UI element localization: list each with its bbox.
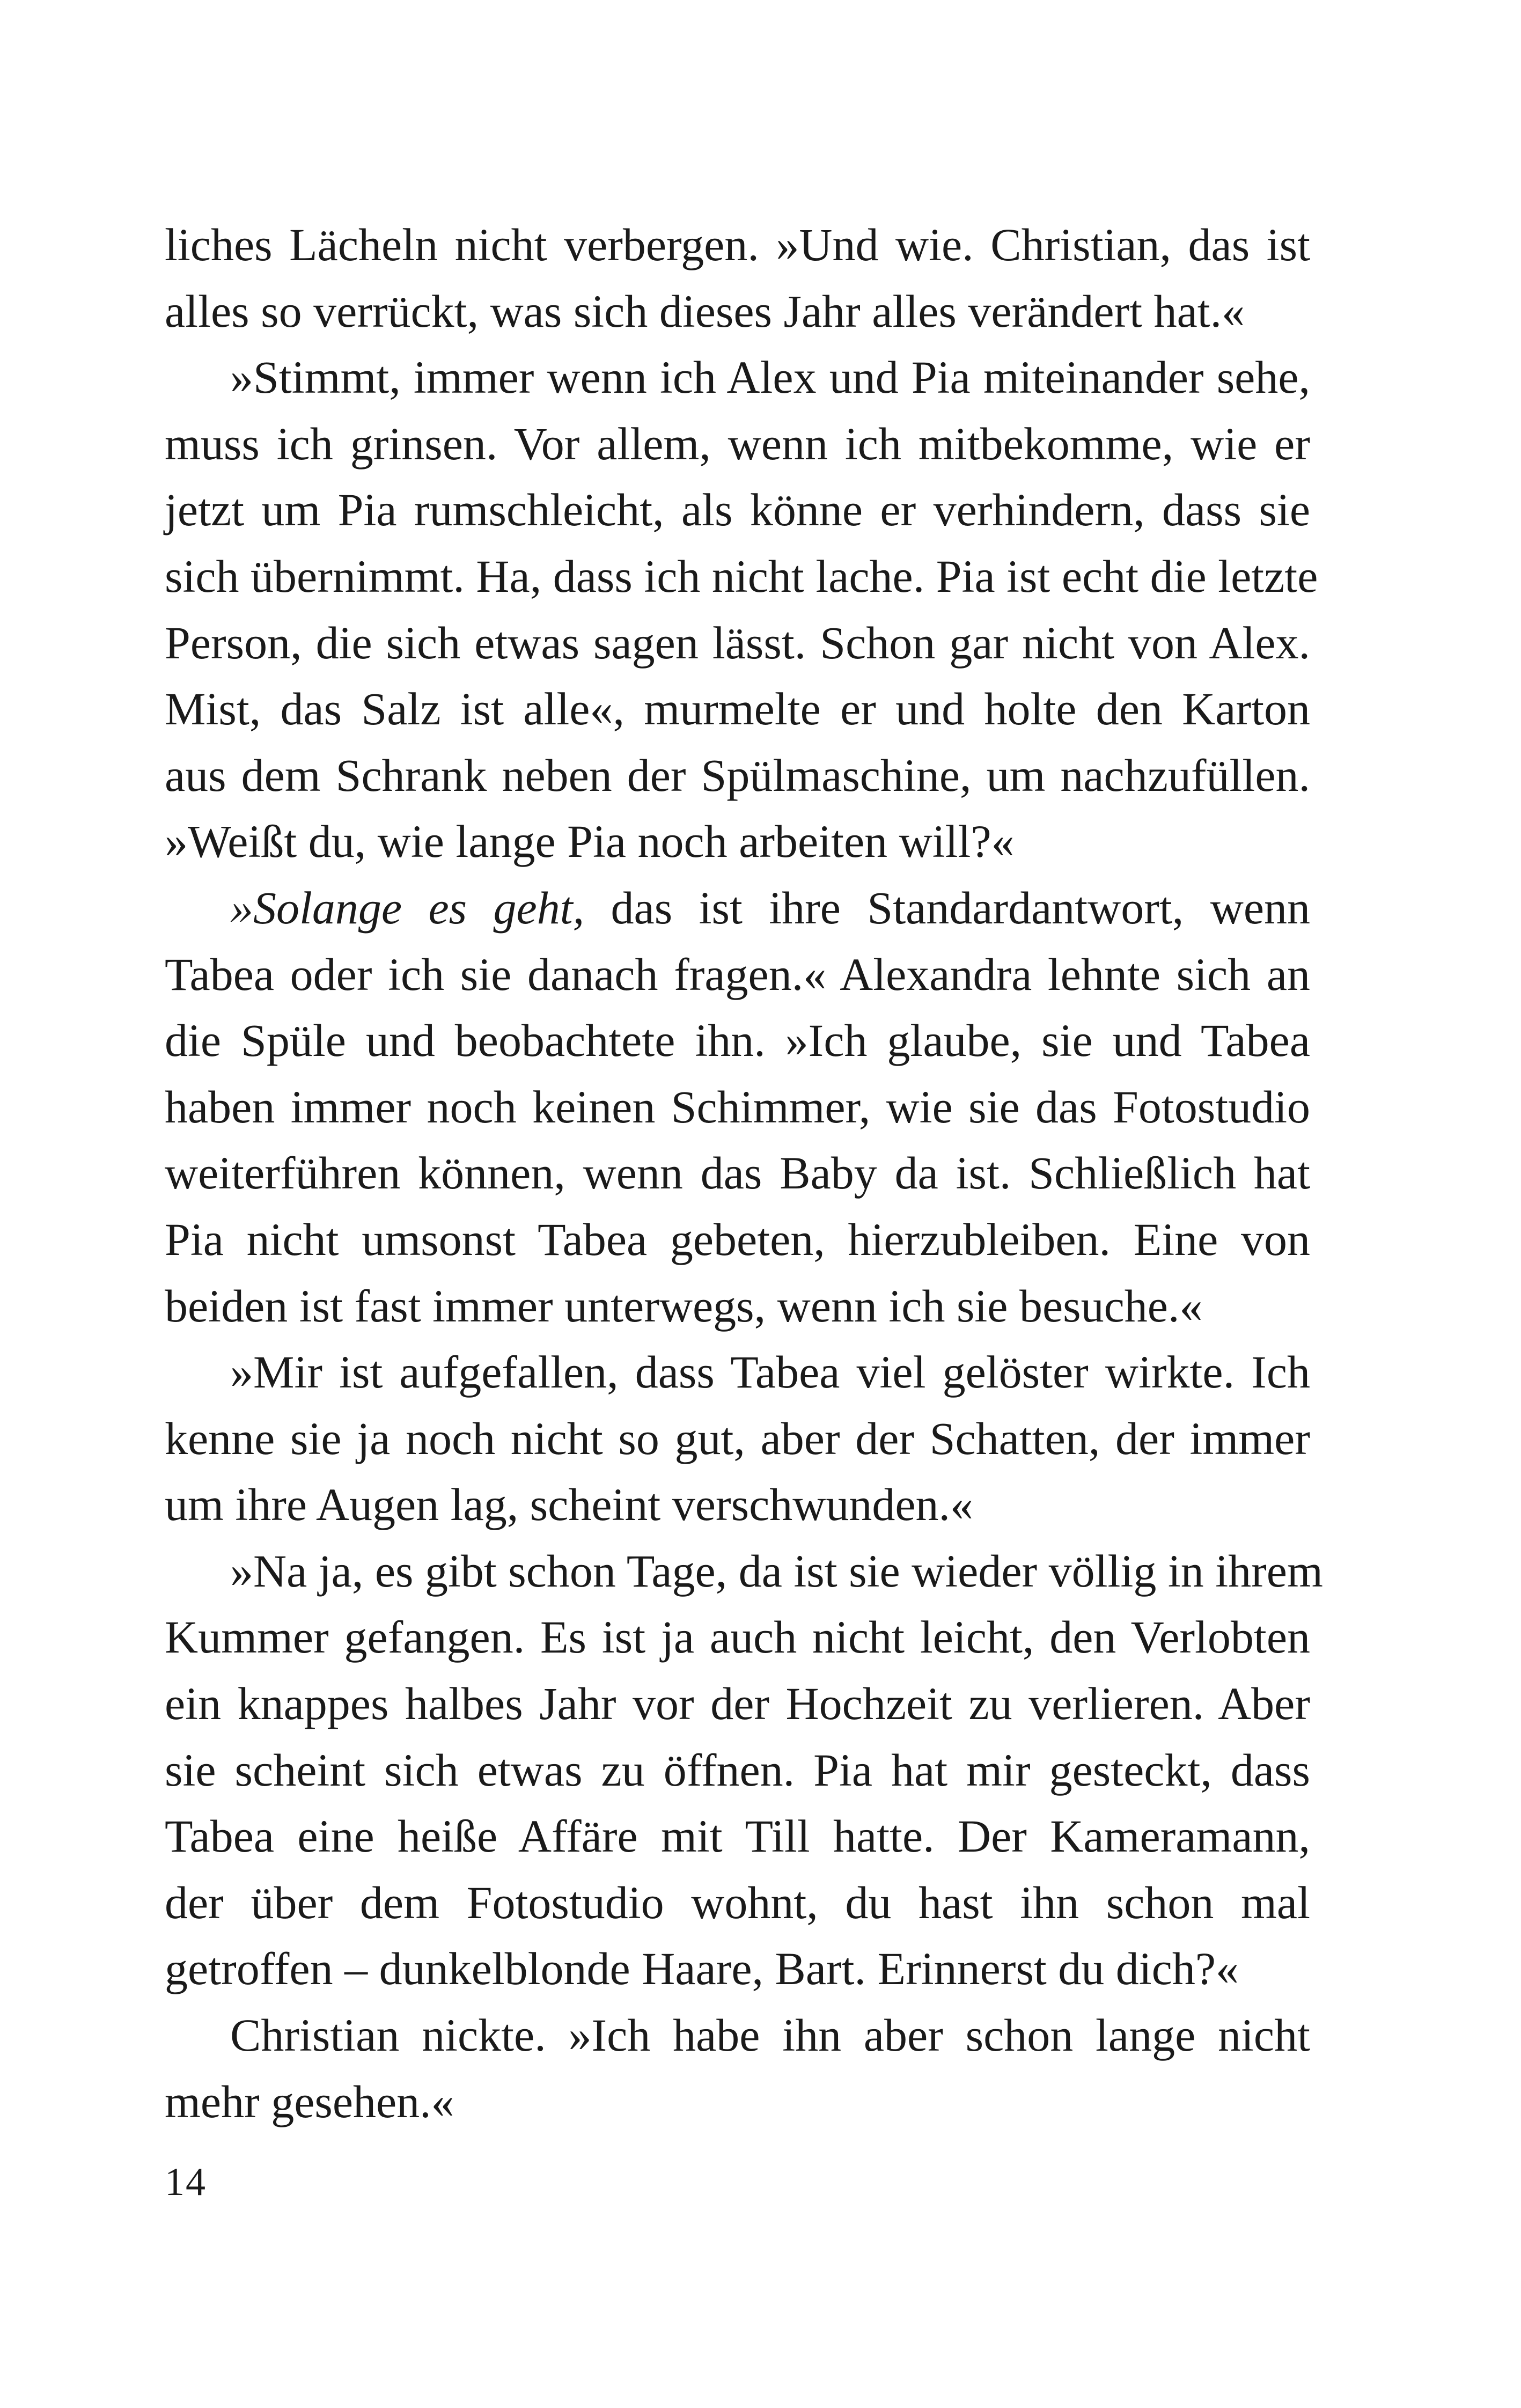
line-text: »Na ja, es gibt schon Tage, da ist sie wieder völlig in ihrem: [230, 1545, 1323, 1597]
text-line: [165, 544, 1318, 610]
line-text: sie scheint sich etwas zu öffnen. Pia hat mir gesteckt, dass: [165, 1744, 1310, 1796]
text-line: [165, 610, 1310, 677]
line-text: »Stimmt, immer wenn ich Alex und Pia miteinander sehe,: [230, 351, 1310, 403]
line-text: Tabea oder ich sie danach fragen.« Alexandra lehnte sich an: [165, 948, 1310, 1000]
text-line: [165, 278, 1310, 345]
text-line: [165, 743, 1310, 809]
text-line: [165, 676, 1310, 743]
text-line: [165, 1472, 1310, 1538]
line-text: um ihre Augen lag, scheint verschwunden.«: [165, 1479, 974, 1531]
text-line: [165, 1737, 1310, 1804]
line-text: »Mir ist aufgefallen, dass Tabea viel gelöster wirkte. Ich: [230, 1346, 1310, 1398]
line-text: weiterführen können, wenn das Baby da ist. Schließlich hat: [165, 1147, 1310, 1199]
italic-text: »Solange es geht,: [230, 882, 585, 934]
text-line: [165, 344, 1310, 411]
line-text: das ist ihre Standardantwort, wenn: [584, 882, 1310, 934]
line-text: getroffen – dunkelblonde Haare, Bart. Erinnerst du dich?«: [165, 1943, 1239, 1995]
text-line: [165, 1604, 1310, 1671]
text-line: [165, 477, 1310, 544]
line-text: Kummer gefangen. Es ist ja auch nicht leicht, den Verlobten: [165, 1611, 1310, 1663]
line-text: sich übernimmt. Ha, dass ich nicht lache. Pia ist echt die letzte: [165, 550, 1318, 602]
text-line: [165, 212, 1310, 278]
text-line: [165, 1538, 1323, 1605]
page-number: 14: [165, 2160, 207, 2204]
line-text: muss ich grinsen. Vor allem, wenn ich mitbekomme, wie er: [165, 417, 1310, 469]
line-text: mehr gesehen.«: [165, 2075, 454, 2127]
text-line: [165, 875, 1310, 942]
line-text: der über dem Fotostudio wohnt, du hast ihn schon mal: [165, 1876, 1310, 1928]
text-line: [165, 1207, 1310, 1273]
line-text: Pia nicht umsonst Tabea gebeten, hierzubleiben. Eine von: [165, 1213, 1310, 1265]
text-line: [165, 2002, 1310, 2069]
line-text: »Weißt du, wie lange Pia noch arbeiten will?«: [165, 816, 1015, 868]
text-line: [165, 1074, 1310, 1141]
text-line: [165, 2069, 1310, 2135]
line-text: liches Lächeln nicht verbergen. »Und wie. Christian, das ist: [165, 219, 1310, 270]
line-text: kenne sie ja noch nicht so gut, aber der Schatten, der immer: [165, 1412, 1310, 1464]
line-text: jetzt um Pia rumschleicht, als könne er verhindern, dass sie: [165, 484, 1310, 536]
text-line: [165, 1803, 1310, 1870]
text-line: [165, 809, 1310, 875]
text-line: [165, 1273, 1310, 1340]
text-line: [165, 942, 1310, 1008]
text-line: [165, 1671, 1310, 1737]
line-text: die Spüle und beobachtete ihn. »Ich glaube, sie und Tabea: [165, 1015, 1310, 1067]
text-line: [165, 1870, 1310, 1936]
line-text: Tabea eine heiße Affäre mit Till hatte. Der Kameramann,: [165, 1810, 1310, 1862]
line-text: aus dem Schrank neben der Spülmaschine, um nachzufüllen.: [165, 749, 1310, 801]
text-line: [165, 1339, 1310, 1406]
line-text: ein knappes halbes Jahr vor der Hochzeit zu verlieren. Aber: [165, 1678, 1310, 1730]
line-text: alles so verrückt, was sich dieses Jahr alles verändert hat.«: [165, 285, 1245, 337]
text-line: [165, 411, 1310, 478]
line-text: Mist, das Salz ist alle«, murmelte er und holte den Karton: [165, 683, 1310, 735]
line-text: haben immer noch keinen Schimmer, wie sie das Fotostudio: [165, 1081, 1310, 1133]
line-text: beiden ist fast immer unterwegs, wenn ich sie besuche.«: [165, 1280, 1203, 1332]
text-line: [165, 1406, 1310, 1472]
text-line: [165, 1008, 1310, 1074]
text-line: [165, 1140, 1310, 1207]
body-text: [165, 212, 1323, 2135]
text-line: [165, 1936, 1310, 2002]
line-text: Christian nickte. »Ich habe ihn aber schon lange nicht: [230, 2009, 1310, 2061]
line-text: Person, die sich etwas sagen lässt. Schon gar nicht von Alex.: [165, 616, 1310, 669]
